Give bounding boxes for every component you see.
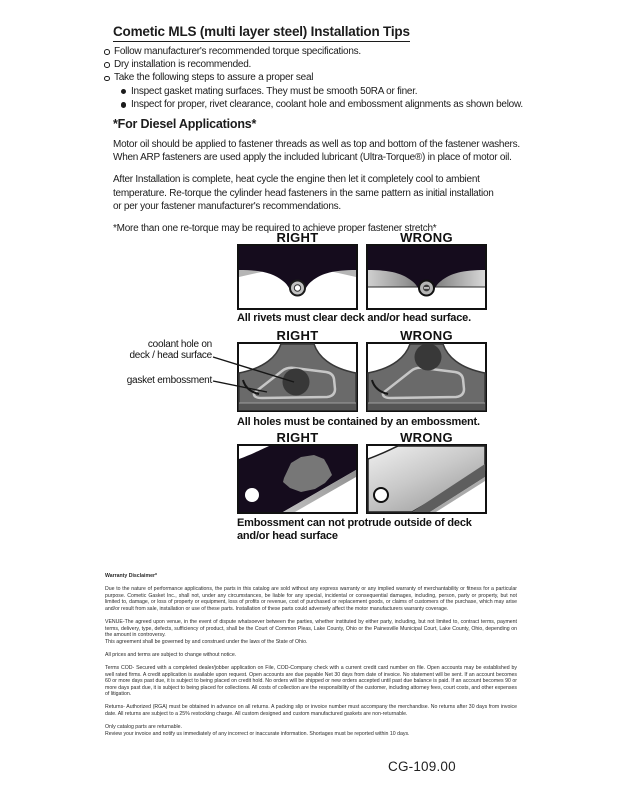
right-label: RIGHT <box>276 430 319 445</box>
bullet-text: Take the following steps to assure a proper seal <box>114 72 314 84</box>
figure3-labels <box>237 430 487 445</box>
bullet-text: Dry installation is recommended. <box>114 59 252 71</box>
figure3-row <box>237 444 487 514</box>
legal-paragraph: Terms COD- Secured with a completed dealer/jobber application on File, COD-Company check with a current credit card number on file. Open accounts may be established by well rated firms. A credit application is available upon request. Open accounts are due payable Net 30 days from date of invoice. No statement will be sent. If an account becomes 60 or more days past due, it is subject to being placed on credit hold. No orders will be shipped or new orders accepted until past due balance is paid. If an account becomes 90 or more days past due, it is subject to being placed for collections. All costs of collection are the responsibility of the customer, including attorney fees, court costs, and other expenses of litigation. <box>105 664 517 698</box>
diesel-paragraph-line: or per your fastener manufacturer's recommendations. <box>113 200 341 212</box>
caption-line: and/or head surface <box>237 529 338 542</box>
coolant-hole-right-figure <box>237 342 358 412</box>
rivet-clearance-wrong-figure <box>366 244 487 310</box>
figure2-labels <box>237 328 487 343</box>
figure1-labels <box>237 230 487 245</box>
list-item <box>104 71 523 84</box>
legal-paragraph: All prices and terms are subject to change without notice. <box>105 651 237 658</box>
list-item <box>104 58 523 71</box>
wrong-label: WRONG <box>400 230 453 245</box>
circle-bullet-icon <box>104 49 110 55</box>
coolant-hole-wrong-figure <box>366 342 487 412</box>
figure2-caption: All holes must be contained by an embossment. <box>237 416 480 428</box>
caption-line: Embossment can not protrude outside of deck <box>237 517 472 529</box>
rivet-clearance-right-figure <box>237 244 358 310</box>
catalog-page-code: CG-109.00 <box>388 759 456 774</box>
legal-paragraph: VENUE-The agreed upon venue, in the event of dispute whatsoever between the parties, whether instituted by either party, including, but not limited to, contract terms, payment terms, delivery, type, defects, sufficiency of product, shall be the Court of Common Pleas, Lake County, Ohio or the Painesville Municipal Court, Lake County, Ohio, depending on the amount in controversy. <box>105 618 517 639</box>
legal-paragraph: Only catalog parts are returnable. <box>105 724 182 731</box>
diesel-paragraph-line: After Installation is complete, heat cycle the engine then let it completely cool to ambient <box>113 174 480 186</box>
callout-line: deck / head surface <box>129 350 212 361</box>
figure1-caption: All rivets must clear deck and/or head surface. <box>237 312 471 324</box>
legal-heading: Warranty Disclaimer* <box>105 573 157 579</box>
diesel-heading: *For Diesel Applications* <box>113 117 257 131</box>
installation-tips-list <box>104 45 523 111</box>
wrong-label: WRONG <box>400 430 453 445</box>
list-item <box>104 45 523 58</box>
figure3-caption <box>237 517 472 542</box>
figure2-row <box>237 342 487 412</box>
coolant-hole-callout <box>98 339 212 361</box>
diesel-note: *More than one re-torque may be required to achieve proper fastener stretch* <box>113 223 437 235</box>
warranty-disclaimer-section <box>105 573 517 737</box>
legal-paragraph: Review your invoice and notify us immediately of any incorrect or inaccurate information. Shortages must be reported within 10 days. <box>105 730 410 737</box>
page-title: Cometic MLS (multi layer steel) Installation Tips <box>113 24 410 42</box>
wrong-label: WRONG <box>400 328 453 343</box>
legal-paragraph: Returns- Authorized (RGA) must be obtained in advance on all returns. A packing slip or invoice number must accompany the merchandise. No returns after 30 days from invoice date. All returns are subject to a 25% restocking charge. All custom designed and custom manufactured gaskets are non-returnable. <box>105 704 517 717</box>
embossment-wrong-figure <box>366 444 487 514</box>
list-item <box>121 85 523 98</box>
embossment-right-figure <box>237 444 358 514</box>
circle-bullet-icon <box>104 62 110 68</box>
circle-bullet-icon <box>104 76 110 82</box>
legal-paragraph: This agreement shall be governed by and construed under the laws of the State of Ohio. <box>105 638 308 645</box>
legal-paragraph: Due to the nature of performance applications, the parts in this catalog are sold without any express warranty or any implied warranty of merchantability or fitness for a particular purpose. Cometic Gasket Inc., shall not, under any circumstances, be liable for any special, incidental or consequential damages, including, person, party or property, but not limited to, damage, or loss of property or equipment, loss of profits or revenue, cost of purchased or replacement goods, or claims of customers of the purchase, which may arise and/or result from sale, installation or use of these parts. Installation of these parts could adversely affect the motor manufacturers warranty coverage. <box>105 586 517 612</box>
bullet-text: Follow manufacturer's recommended torque specifications. <box>114 46 361 57</box>
bullet-text: Inspect gasket mating surfaces. They must be smooth 50RA or finer. <box>131 85 418 97</box>
diesel-paragraph-line: Motor oil should be applied to fastener threads as well as top and bottom of the fastener washers. <box>113 139 520 150</box>
gasket-embossment-callout: gasket embossment <box>126 375 212 386</box>
dot-bullet-icon <box>121 102 126 107</box>
diesel-applications-section <box>113 117 533 235</box>
callout-line: coolant hole on <box>147 339 212 350</box>
figure1-row <box>237 244 487 310</box>
right-label: RIGHT <box>276 230 319 245</box>
diesel-paragraph-line: When ARP fasteners are used apply the included lubricant (Ultra-Torque®) in place of motor oil. <box>113 152 512 164</box>
bullet-text: Inspect for proper, rivet clearance, coolant hole and embossment alignments as shown below. <box>131 98 523 110</box>
dot-bullet-icon <box>121 89 126 94</box>
diesel-paragraph-line: temperature. Re-torque the cylinder head fasteners in the same pattern as initial installation <box>113 187 494 199</box>
list-item <box>121 98 523 111</box>
right-label: RIGHT <box>276 328 319 343</box>
